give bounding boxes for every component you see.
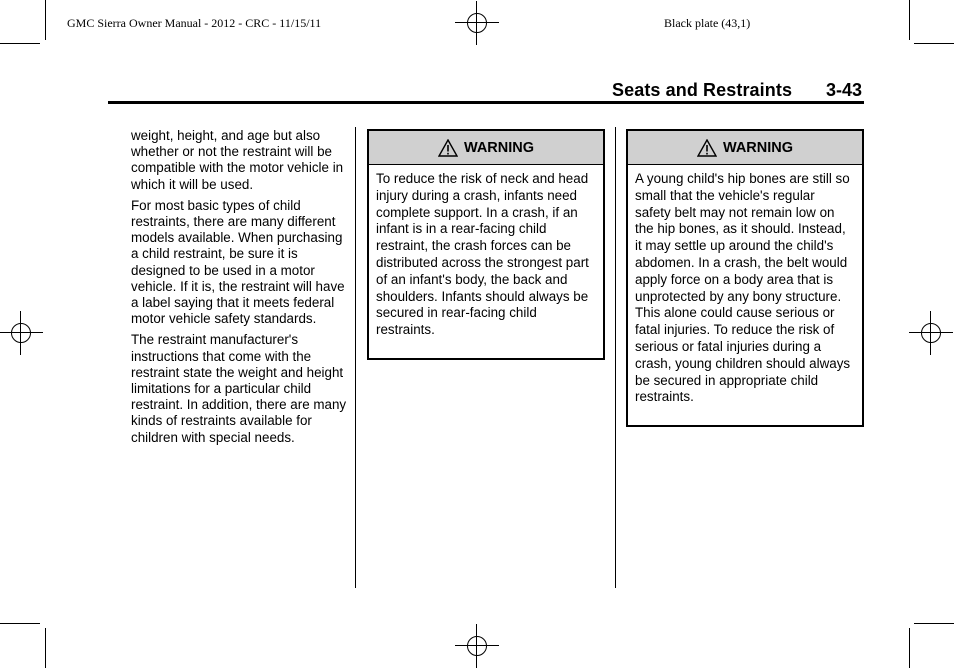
column-divider <box>615 127 616 588</box>
paragraph: weight, height, and age but also whether or not the restraint will be compatible with the motor vehicle in which it will be used. <box>131 128 344 192</box>
crop-mark <box>914 43 954 44</box>
registration-mark-bottom <box>465 634 489 658</box>
print-header-right: Black plate (43,1) <box>664 16 751 30</box>
registration-mark-top <box>465 11 489 35</box>
crop-mark <box>909 628 910 668</box>
warning-header <box>628 131 862 165</box>
paragraph: The restraint manufacturer's instructions that come with the restraint state the weight and height limitations for a particular child restraint. In addition, there are many kinds of restraints available for children with special needs. <box>131 332 347 445</box>
crop-mark <box>909 0 910 40</box>
column-divider <box>355 127 356 588</box>
warning-title: WARNING <box>463 139 535 156</box>
registration-mark-right <box>919 321 943 345</box>
crop-mark <box>914 623 954 624</box>
page-number: 3-43 <box>826 80 863 100</box>
warning-title: WARNING <box>722 139 794 156</box>
print-header-left: GMC Sierra Owner Manual - 2012 - CRC - 11/15/11 <box>67 16 322 30</box>
warning-text: A young child's hip bones are still so small that the vehicle's regular safety belt may not remain low on the hip bones, as it should. Instead, it may settle up around the child's abdomen. In a crash, the belt would apply force on a body area that is unprotected by any bony structure. This alone could cause serious or fatal injuries. To reduce the risk of serious or fatal injuries during a crash, young children should always be secured in appropriate child restraints. <box>635 171 851 405</box>
warning-header <box>369 131 603 165</box>
paragraph: For most basic types of child restraints, there are many different models available. When purchasing a child restraint, be sure it is designed to be used in a motor vehicle. If it is, the restraint will have a label saying that it meets federal motor vehicle safety standards. <box>131 197 345 327</box>
header-rule <box>108 101 864 104</box>
warning-text: To reduce the risk of neck and head injury during a crash, infants need complete support. In a crash, if an infant is in a rear-facing child restraint, the crash forces can be distributed across the strongest part of an infant's body, the back and shoulders. Infants should always be secured in rear-facing child restraints. <box>376 171 589 338</box>
warning-triangle-icon <box>438 139 458 157</box>
crop-mark <box>0 623 40 624</box>
warning-box <box>367 129 605 360</box>
crop-mark <box>0 43 40 44</box>
crop-mark <box>45 0 46 40</box>
registration-mark-left <box>9 321 33 345</box>
section-title: Seats and Restraints <box>612 80 793 100</box>
warning-triangle-icon <box>697 139 717 157</box>
body-column <box>131 128 347 451</box>
crop-mark <box>45 628 46 668</box>
warning-box <box>626 129 864 427</box>
